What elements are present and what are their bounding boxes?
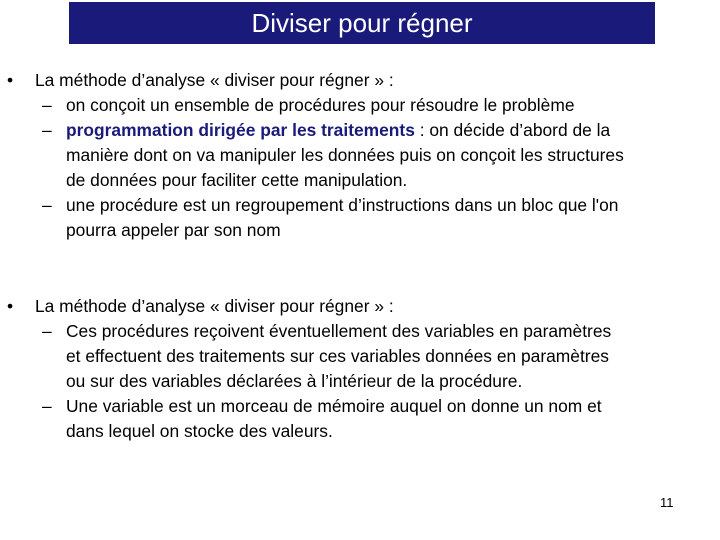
emphasis-text: programmation dirigée par les traitements <box>66 120 415 140</box>
sub-bullet-text-line: ou sur des variables déclarées à l’intérieur de la procédure. <box>66 371 523 391</box>
bullet-block-1 <box>0 68 720 243</box>
sub-bullet-text: Une variable est un morceau de mémoire auquel on donne un nom et <box>66 396 602 416</box>
sub-bullet-item <box>0 193 720 218</box>
sub-bullet-item <box>0 394 720 419</box>
sub-bullet-item <box>0 319 720 344</box>
dash-marker: – <box>42 321 52 341</box>
sub-bullet-text: on conçoit un ensemble de procédures pour résoudre le problème <box>66 95 575 115</box>
sub-bullet-text-line: : on décide d’abord de la <box>414 120 611 140</box>
dash-marker: – <box>42 120 52 140</box>
sub-bullet-continuation <box>0 344 720 369</box>
sub-bullet-continuation <box>0 369 720 394</box>
sub-bullet-text: Ces procédures reçoivent éventuellement des variables en paramètres <box>66 321 612 341</box>
sub-bullet-continuation <box>0 143 720 168</box>
sub-bullet-text-line: manière dont on va manipuler les données puis on conçoit les structures <box>66 145 624 165</box>
bullet-item <box>0 294 720 319</box>
bullet-block-2 <box>0 294 720 444</box>
bullet-text: La méthode d’analyse « diviser pour régner » : <box>35 70 394 90</box>
sub-bullet-text-line: de données pour faciliter cette manipulation. <box>66 170 408 190</box>
dash-marker: – <box>42 396 52 416</box>
sub-bullet-text: une procédure est un regroupement d’instructions dans un bloc que l'on <box>66 195 619 215</box>
sub-bullet-text-line: dans lequel on stocke des valeurs. <box>66 421 333 441</box>
sub-bullet-text-line: pourra appeler par son nom <box>66 220 281 240</box>
bullet-marker: • <box>7 70 14 90</box>
dash-marker: – <box>42 195 52 215</box>
sub-bullet-continuation <box>0 168 720 193</box>
sub-bullet-continuation <box>0 419 720 444</box>
sub-bullet-item <box>0 93 720 118</box>
bullet-marker: • <box>7 296 14 316</box>
dash-marker: – <box>42 95 52 115</box>
bullet-item <box>0 68 720 93</box>
sub-bullet-continuation <box>0 218 720 243</box>
slide-title-bar <box>69 2 655 44</box>
bullet-text: La méthode d’analyse « diviser pour régner » : <box>35 296 394 316</box>
slide-title: Diviser pour régner <box>251 7 473 38</box>
page-number: 11 <box>660 495 674 510</box>
sub-bullet-item <box>0 118 720 143</box>
sub-bullet-text <box>66 118 610 143</box>
sub-bullet-text-line: et effectuent des traitements sur ces variables données en paramètres <box>66 346 609 366</box>
